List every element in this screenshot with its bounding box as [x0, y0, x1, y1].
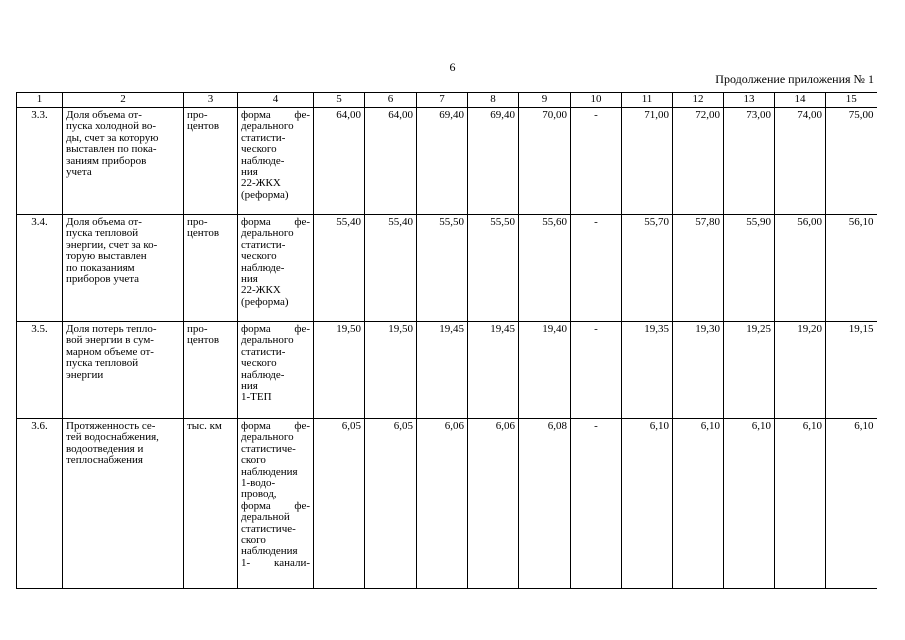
value-cell-col-14: 56,00 — [775, 215, 826, 322]
data-source-line: статистиче- — [241, 442, 296, 455]
data-source-line: наблюде- — [241, 154, 285, 167]
column-number-row — [17, 93, 877, 108]
unit — [184, 215, 238, 322]
column-header-6: 6 — [365, 93, 417, 108]
data-source-line: ния — [241, 273, 258, 286]
indicator-name-line: энергии, счет за ко- — [66, 238, 158, 251]
unit-line: про- — [187, 109, 208, 121]
column-header-15: 15 — [826, 93, 877, 108]
data-source-line: ческого — [241, 357, 277, 370]
value-cell-col-14: 19,20 — [775, 322, 826, 419]
data-source-line: наблюдения — [241, 545, 298, 558]
value-cell-col-13: 73,00 — [724, 108, 775, 215]
data-source-line: форма фе- — [241, 420, 310, 432]
unit — [184, 108, 238, 215]
column-header-12: 12 — [673, 93, 724, 108]
value-cell-col-11: 71,00 — [622, 108, 673, 215]
row-index: 3.5. — [17, 322, 63, 419]
data-source-line: наблюде- — [241, 261, 285, 274]
data-source-line: 1-ТЕП — [241, 391, 272, 404]
value-cell-col-9: 19,40 — [519, 322, 571, 419]
value-cell-col-15: 6,10 — [826, 419, 877, 589]
value-cell-col-11: 6,10 — [622, 419, 673, 589]
data-source-line: статисти- — [241, 131, 286, 144]
value-cell-col-14: 6,10 — [775, 419, 826, 589]
data-source-line: ния — [241, 380, 258, 393]
indicator-name-line: энергии — [66, 368, 104, 381]
value-cell-col-6: 55,40 — [365, 215, 417, 322]
indicator-name-line: ды, счет за которую — [66, 131, 159, 144]
data-source-line: провод, — [241, 488, 277, 501]
indicator-name-line: Доля потерь тепло- — [66, 323, 157, 335]
unit-line: центов — [187, 334, 220, 347]
column-header-1: 1 — [17, 93, 63, 108]
data-source-line: 1-водо- — [241, 477, 276, 490]
unit-line: центов — [187, 120, 220, 133]
table-row — [17, 419, 877, 589]
row-index: 3.4. — [17, 215, 63, 322]
value-cell-col-10: - — [571, 215, 622, 322]
indicator-name — [63, 322, 184, 419]
data-source-line: форма фе- — [241, 109, 310, 121]
data-source-line: статисти- — [241, 345, 286, 358]
data-source-line: форма фе- — [241, 499, 310, 512]
value-cell-col-5: 19,50 — [314, 322, 365, 419]
unit-line: про- — [187, 216, 208, 228]
data-source-line: дерального — [241, 227, 294, 240]
column-header-8: 8 — [468, 93, 519, 108]
value-cell-col-8: 6,06 — [468, 419, 519, 589]
indicator-name-line: пуска холодной во- — [66, 120, 157, 133]
row-index: 3.3. — [17, 108, 63, 215]
data-source — [238, 419, 314, 589]
column-header-5: 5 — [314, 93, 365, 108]
value-cell-col-13: 19,25 — [724, 322, 775, 419]
indicator-name-line: заниям приборов — [66, 154, 147, 167]
value-cell-col-12: 72,00 — [673, 108, 724, 215]
column-header-11: 11 — [622, 93, 673, 108]
indicator-name-line: водоотведения и — [66, 442, 144, 455]
data-source-line: (реформа) — [241, 295, 289, 308]
indicator-name — [63, 108, 184, 215]
column-header-4: 4 — [238, 93, 314, 108]
data-source-line: ния — [241, 166, 258, 179]
value-cell-col-6: 19,50 — [365, 322, 417, 419]
data-source — [238, 322, 314, 419]
data-source-line: ского — [241, 534, 266, 547]
unit-line: тыс. км — [187, 420, 222, 432]
value-cell-col-15: 56,10 — [826, 215, 877, 322]
value-cell-col-15: 19,15 — [826, 322, 877, 419]
value-cell-col-7: 6,06 — [417, 419, 468, 589]
indicator-name-line: пуска тепловой — [66, 357, 139, 370]
value-cell-col-7: 19,45 — [417, 322, 468, 419]
value-cell-col-6: 6,05 — [365, 419, 417, 589]
data-source-line: дерального — [241, 334, 294, 347]
data-source-line: форма фе- — [241, 216, 310, 228]
column-header-9: 9 — [519, 93, 571, 108]
indicator-name-line: Доля объема от- — [66, 216, 142, 228]
data-source — [238, 215, 314, 322]
value-cell-col-8: 55,50 — [468, 215, 519, 322]
value-cell-col-6: 64,00 — [365, 108, 417, 215]
data-source-line: статисти- — [241, 238, 286, 251]
indicator-name — [63, 215, 184, 322]
data-source — [238, 108, 314, 215]
column-header-3: 3 — [184, 93, 238, 108]
column-header-7: 7 — [417, 93, 468, 108]
unit-line: про- — [187, 323, 208, 335]
indicator-name-line: приборов учета — [66, 273, 140, 286]
indicator-name-line: выставлен по пока- — [66, 143, 157, 156]
data-source-line: 1- канали- — [241, 556, 310, 569]
unit — [184, 419, 238, 589]
value-cell-col-12: 57,80 — [673, 215, 724, 322]
data-source-line: форма фе- — [241, 323, 310, 335]
table-row — [17, 108, 877, 215]
data-source-line: ческого — [241, 250, 277, 263]
data-source-line: (реформа) — [241, 188, 289, 201]
value-cell-col-13: 55,90 — [724, 215, 775, 322]
indicator-name — [63, 419, 184, 589]
indicator-name-line: теплоснабжения — [66, 454, 143, 467]
data-source-line: ского — [241, 454, 266, 467]
data-source-line: статистиче- — [241, 522, 296, 535]
value-cell-col-5: 64,00 — [314, 108, 365, 215]
column-header-10: 10 — [571, 93, 622, 108]
indicator-name-line: учета — [66, 166, 92, 179]
data-source-line: дерального — [241, 431, 294, 444]
table-row — [17, 322, 877, 419]
indicator-name-line: Протяженность се- — [66, 420, 156, 432]
continuation-label: Продолжение приложения № 1 — [715, 72, 874, 86]
value-cell-col-10: - — [571, 419, 622, 589]
value-cell-col-7: 55,50 — [417, 215, 468, 322]
row-index: 3.6. — [17, 419, 63, 589]
value-cell-col-8: 69,40 — [468, 108, 519, 215]
table-row — [17, 215, 877, 322]
value-cell-col-10: - — [571, 108, 622, 215]
indicators-table — [16, 92, 877, 589]
data-source-line: 22-ЖКХ — [241, 284, 281, 297]
value-cell-col-9: 70,00 — [519, 108, 571, 215]
indicator-name-line: по показаниям — [66, 261, 135, 274]
value-cell-col-8: 19,45 — [468, 322, 519, 419]
unit — [184, 322, 238, 419]
value-cell-col-5: 55,40 — [314, 215, 365, 322]
value-cell-col-12: 6,10 — [673, 419, 724, 589]
value-cell-col-9: 6,08 — [519, 419, 571, 589]
column-header-2: 2 — [63, 93, 184, 108]
indicator-name-line: вой энергии в сум- — [66, 334, 154, 347]
data-source-line: дерального — [241, 120, 294, 133]
data-source-line: 22-ЖКХ — [241, 177, 281, 190]
data-source-line: ческого — [241, 143, 277, 156]
page-number: 6 — [449, 60, 456, 74]
column-header-14: 14 — [775, 93, 826, 108]
value-cell-col-9: 55,60 — [519, 215, 571, 322]
indicator-name-line: Доля объема от- — [66, 109, 142, 121]
column-header-13: 13 — [724, 93, 775, 108]
value-cell-col-10: - — [571, 322, 622, 419]
indicator-name-line: тей водоснабжения, — [66, 431, 159, 444]
value-cell-col-14: 74,00 — [775, 108, 826, 215]
value-cell-col-15: 75,00 — [826, 108, 877, 215]
value-cell-col-13: 6,10 — [724, 419, 775, 589]
unit-line: центов — [187, 227, 220, 240]
value-cell-col-11: 55,70 — [622, 215, 673, 322]
data-source-line: деральной — [241, 511, 290, 524]
value-cell-col-7: 69,40 — [417, 108, 468, 215]
value-cell-col-12: 19,30 — [673, 322, 724, 419]
data-source-line: наблюдения — [241, 465, 298, 478]
indicator-name-line: пуска тепловой — [66, 227, 139, 240]
value-cell-col-5: 6,05 — [314, 419, 365, 589]
indicator-name-line: торую выставлен — [66, 250, 147, 263]
data-source-line: наблюде- — [241, 368, 285, 381]
value-cell-col-11: 19,35 — [622, 322, 673, 419]
indicator-name-line: марном объеме от- — [66, 345, 154, 358]
